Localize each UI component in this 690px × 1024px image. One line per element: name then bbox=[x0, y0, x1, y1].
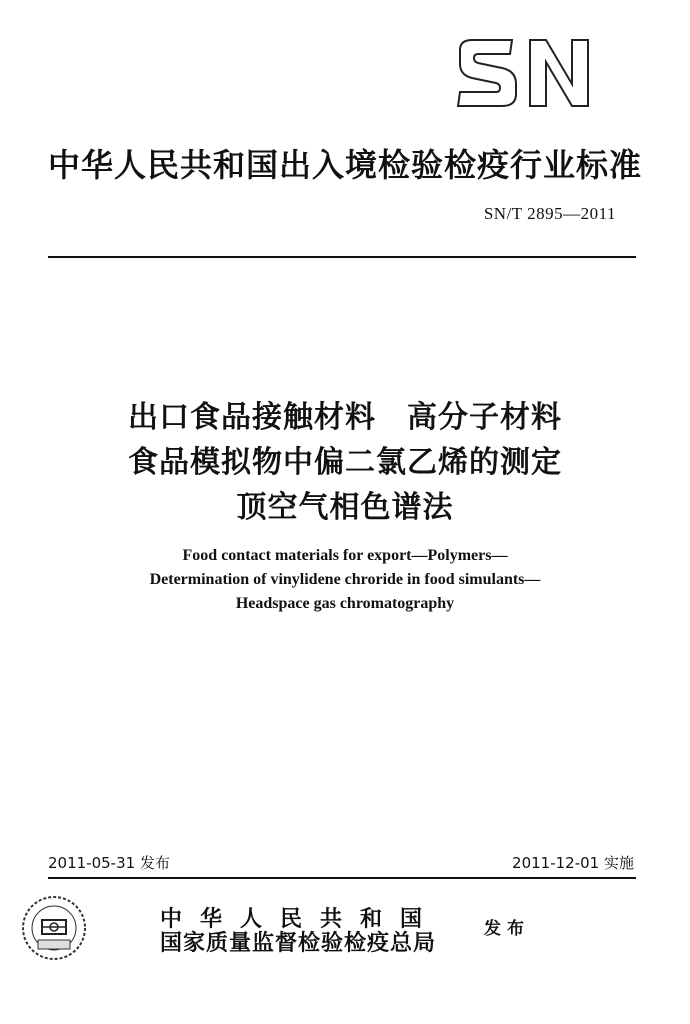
sn-logo bbox=[452, 36, 602, 110]
implementation-date: 2011-12-01 实施 bbox=[512, 854, 634, 872]
publish-label: 发布 bbox=[484, 919, 530, 939]
issuer-country: 中华人民共和国 bbox=[160, 906, 441, 932]
issuer-agency: 国家质量监督检验检疫总局 bbox=[160, 930, 437, 956]
title-cn-line-1: 出口食品接触材料 高分子材料 bbox=[128, 400, 562, 435]
agency-seal-icon bbox=[20, 894, 88, 962]
standard-code: SN/T 2895—2011 bbox=[483, 204, 616, 223]
standard-category: 中华人民共和国出入境检验检疫行业标准 bbox=[47, 146, 642, 184]
title-cn-line-2: 食品模拟物中偏二氯乙烯的测定 bbox=[128, 445, 562, 480]
title-en-line-1: Food contact materials for export—Polymers— bbox=[182, 547, 508, 564]
title-cn-line-3: 顶空气相色谱法 bbox=[236, 490, 454, 525]
bottom-divider bbox=[48, 877, 636, 879]
title-en-line-3: Headspace gas chromatography bbox=[235, 595, 455, 612]
top-divider bbox=[48, 256, 636, 258]
issue-date: 2011-05-31 发布 bbox=[48, 854, 170, 872]
title-en-line-2: Determination of vinylidene chroride in food simulants— bbox=[149, 571, 541, 588]
